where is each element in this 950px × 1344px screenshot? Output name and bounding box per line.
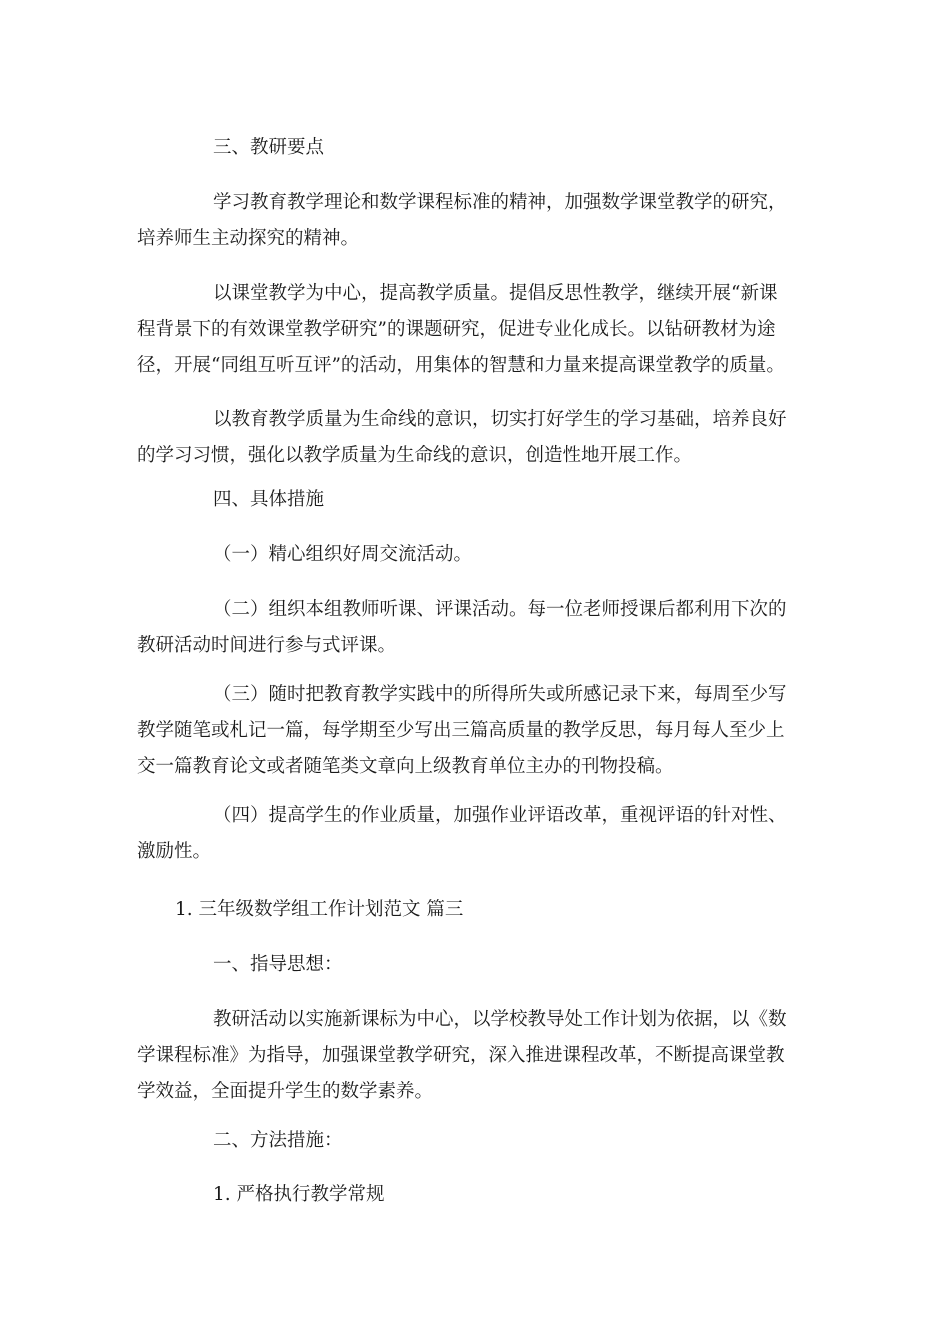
section-heading-guiding-ideology [137,947,827,983]
text-line: 教研活动时间进行参与式评课。 [137,635,397,656]
text-line: （二）组织本组教师听课、评课活动。每一位老师授课后都利用下次的 [213,599,787,620]
text-line: 一、指导思想： [213,954,343,975]
text-line: 教学随笔或札记一篇，每学期至少写出三篇高质量的教学反思，每月每人至少上 [137,720,785,741]
text-line: （四）提高学生的作业质量，加强作业评语改革，重视评语的针对性、 [213,805,787,826]
text-line: 学课程标准》为指导，加强课堂教学研究，深入推进课程改革，不断提高课堂教 [137,1045,785,1066]
paragraph-classroom-center [137,276,827,384]
text-line: （三）随时把教育教学实践中的所得所失或所感记录下来，每周至少写 [213,684,787,705]
text-line: 三、教研要点 [213,137,325,158]
article-subtitle [137,892,827,928]
text-line: 教研活动以实施新课标为中心，以学校教导处工作计划为依据，以《数 [213,1009,787,1030]
text-line: 程背景下的有效课堂教学研究”的课题研究，促进专业化成长。以钻研教材为途 [137,319,776,340]
section-heading-methods [137,1123,827,1159]
paragraph-measure-two [137,592,827,664]
text-line: 1. 三年级数学组工作计划范文 篇三 [175,899,464,920]
subsection-heading-teaching-routine [137,1177,827,1213]
text-line: 交一篇教育论文或者随笔类文章向上级教育单位主办的刊物投稿。 [137,756,674,777]
paragraph-quality-lifeline [137,402,827,474]
text-line: 以课堂教学为中心，提高教学质量。提倡反思性教学，继续开展“新课 [213,283,778,304]
paragraph-guiding-ideology [137,1002,827,1110]
section-heading-teaching-research-points [137,130,827,166]
text-line: 四、具体措施 [213,489,325,510]
text-line: 学习教育教学理论和数学课程标准的精神，加强数学课堂教学的研究， [213,192,787,213]
paragraph-study-theory [137,185,827,257]
text-line: 激励性。 [137,841,212,862]
text-line: 1. 严格执行教学常规 [213,1184,385,1205]
paragraph-measure-one [137,537,827,573]
text-line: 学效益，全面提升学生的数学素养。 [137,1081,434,1102]
text-line: 的学习习惯，强化以教学质量为生命线的意识，创造性地开展工作。 [137,445,693,466]
paragraph-measure-four [137,798,827,870]
text-line: 以教育教学质量为生命线的意识，切实打好学生的学习基础，培养良好 [213,409,787,430]
text-line: （一）精心组织好周交流活动。 [213,544,473,565]
section-heading-specific-measures [137,482,827,518]
paragraph-measure-three [137,677,827,785]
text-line: 二、方法措施： [213,1130,343,1151]
text-line: 径，开展“同组互听互评”的活动，用集体的智慧和力量来提高课堂教学的质量。 [137,355,785,376]
text-line: 培养师生主动探究的精神。 [137,228,360,249]
